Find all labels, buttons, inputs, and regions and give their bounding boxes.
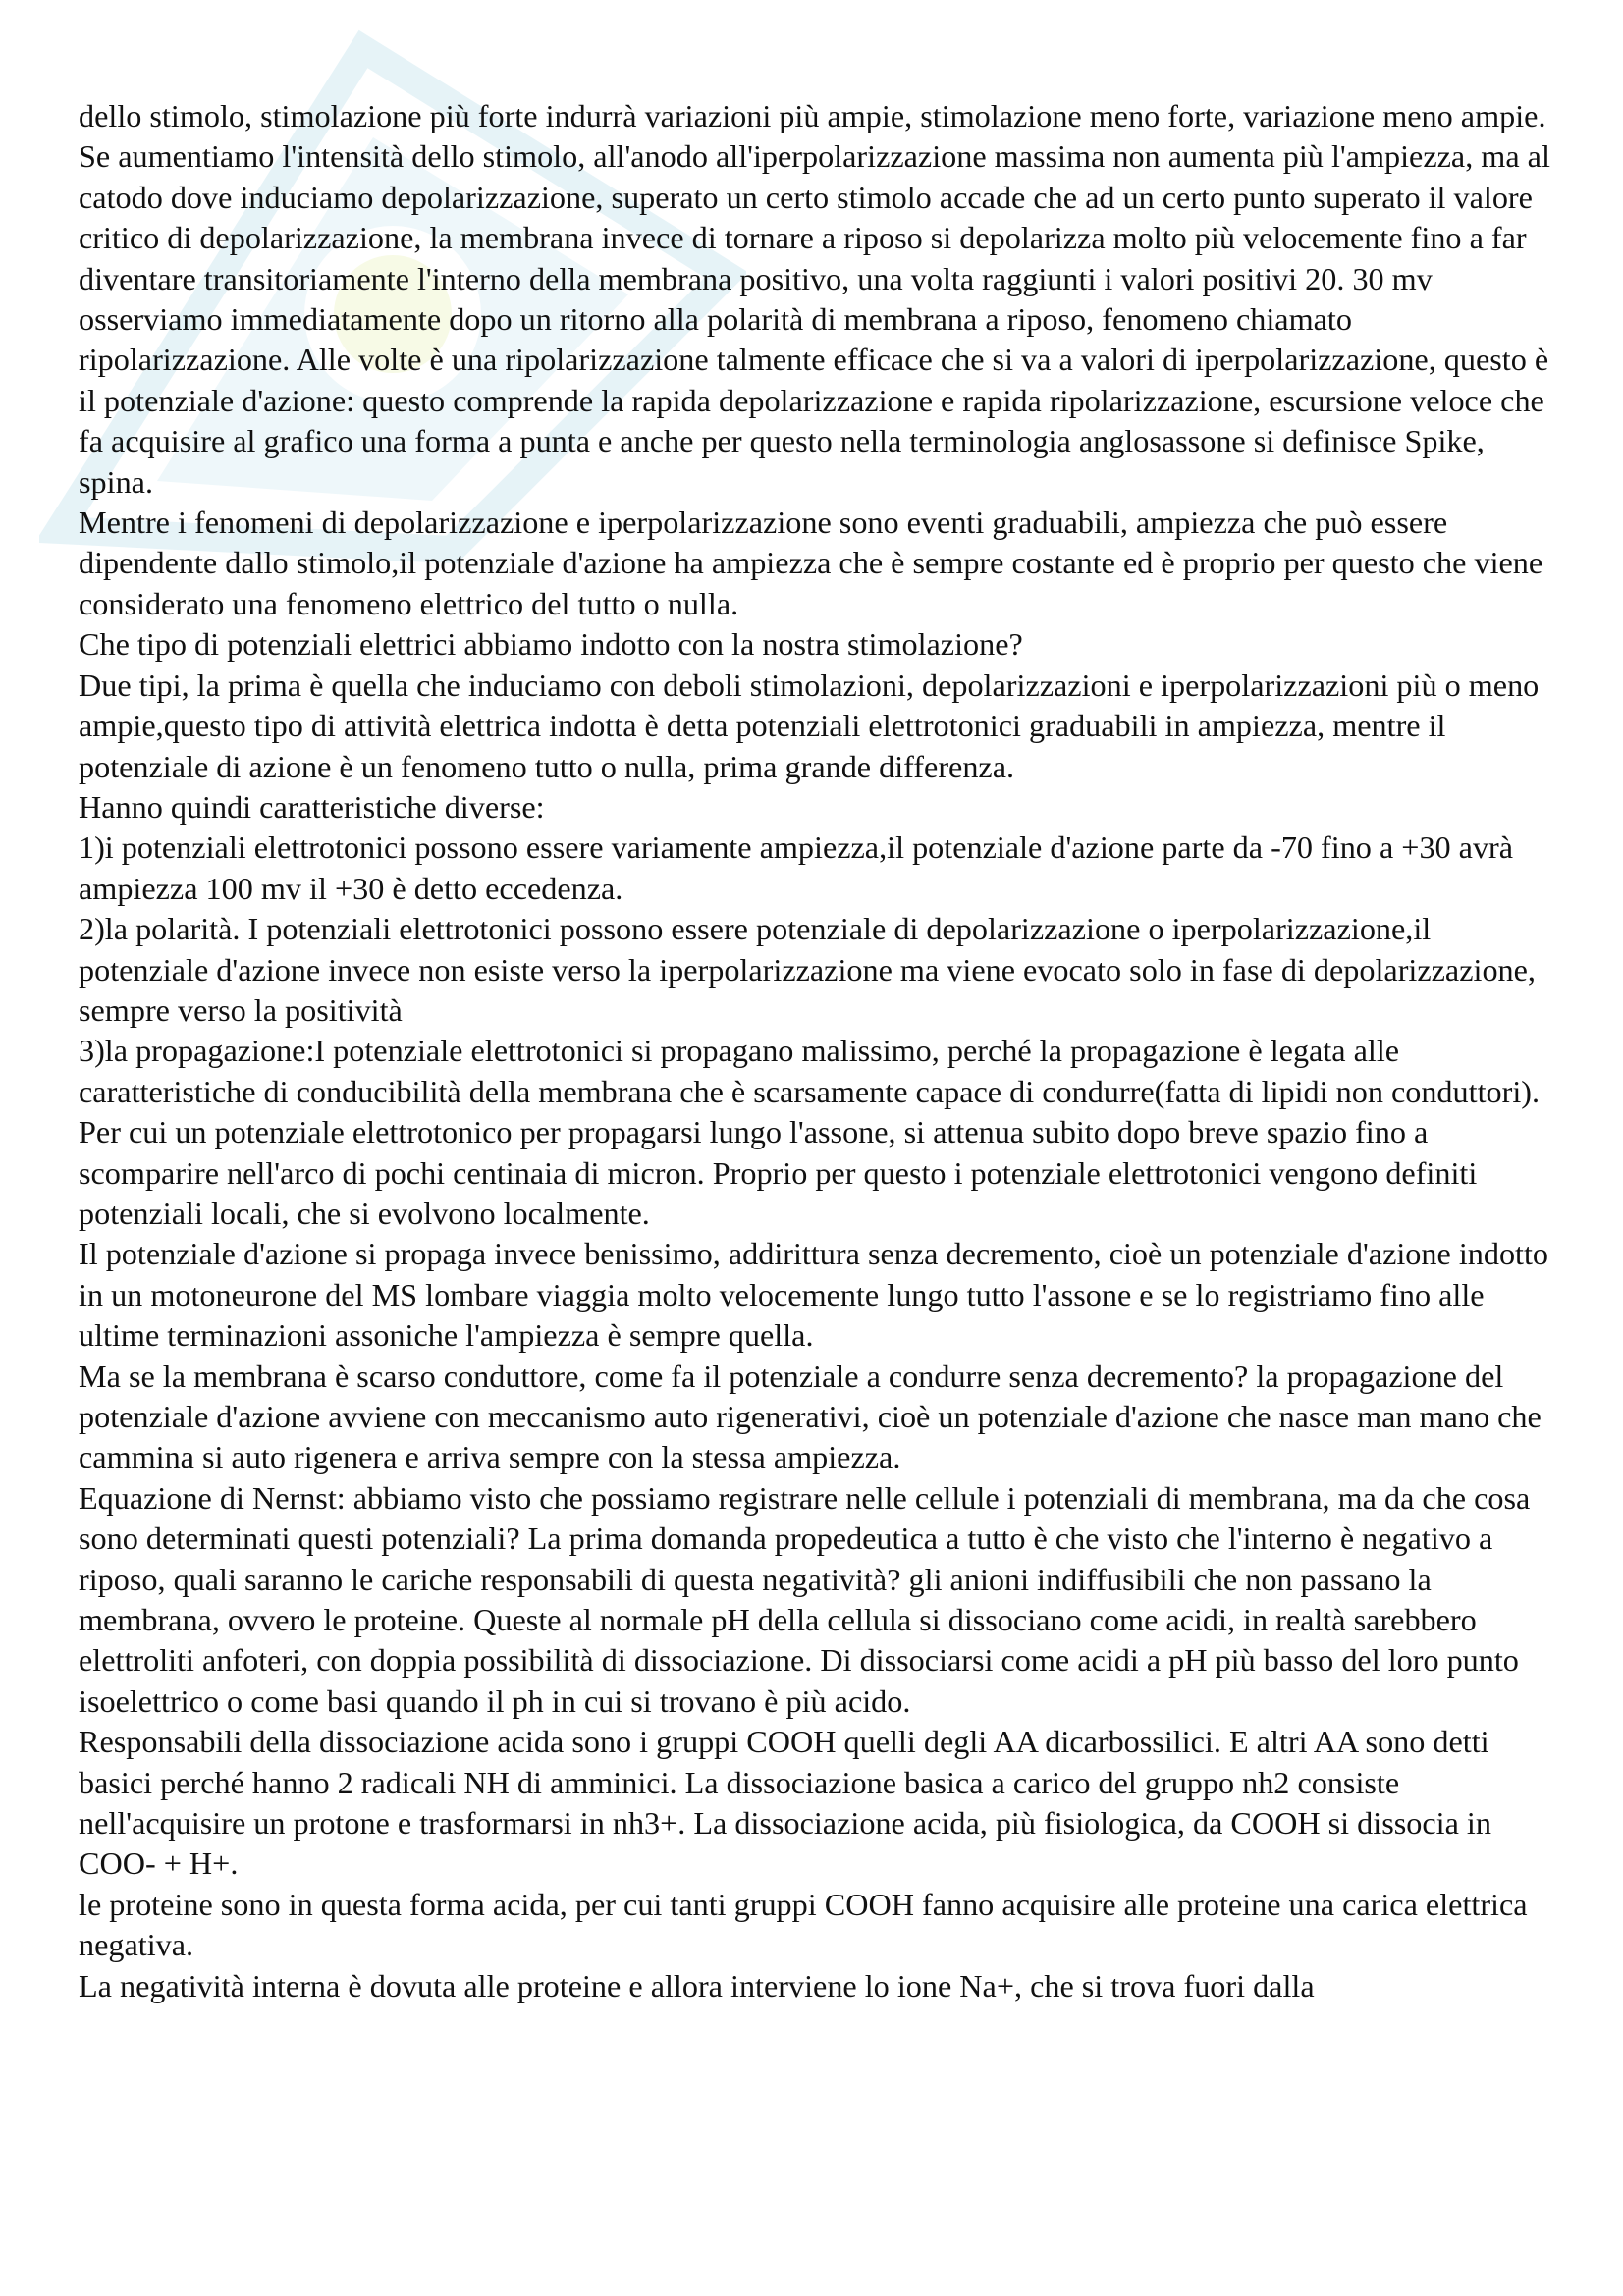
paragraph-5: Due tipi, la prima è quella che induciamo con deboli stimolazioni, depolarizzazioni e iperpolarizzazioni più o meno ampie,questo tipo di attività elettrica indotta è detta potenziali elettrotonici graduabili in ampiezza, mentre il potenziale di azione è un fenomeno tutto o nulla, prima grande differenza. — [79, 667, 1540, 784]
paragraph-11: Ma se la membrana è scarso conduttore, come fa il potenziale a condurre senza decremento? la propagazione del potenziale d'azione avviene con meccanismo auto rigenerativi, cioè un potenziale d'azione che nasce man mano che cammina si auto rigenera e arriva sempre con la stessa ampiezza. — [79, 1358, 1542, 1475]
paragraph-1: dello stimolo, stimolazione più forte indurrà variazioni più ampie, stimolazione meno forte, variazione meno ampie. — [79, 98, 1546, 133]
paragraph-15: La negatività interna è dovuta alle proteine e allora interviene lo ione Na+, che si trova fuori dalla — [79, 1967, 1315, 2003]
paragraph-10: Il potenziale d'azione si propaga invece benissimo, addirittura senza decremento, cioè un potenziale d'azione indotto in un motoneurone del MS lombare viaggia molto velocemente lungo tutto l'assone e se lo registriamo fino alle ultime terminazioni assoniche l'ampiezza è sempre quella. — [79, 1236, 1549, 1354]
paragraph-6: Hanno quindi caratteristiche diverse: — [79, 788, 545, 825]
paragraph-9: 3)la propagazione:I potenziale elettrotonici si propagano malissimo, perché la propagazione è legata alle caratteristiche di conducibilità della membrana che è scarsamente capace di condurre(fatta di lipidi non conduttori). Per cui un potenziale elettrotonico per propagarsi lungo l'assone, si attenua subito dopo breve spazio fino a scomparire nell'arco di pochi centinaia di micron. Proprio per questo i potenziale elettrotonici vengono definiti potenziali locali, che si evolvono localmente. — [79, 1033, 1541, 1231]
paragraph-13: Responsabili della dissociazione acida sono i gruppi COOH quelli degli AA dicarbossilici. E altri AA sono detti basici perché hanno 2 radicali NH di amminici. La dissociazione basica a carico del gruppo nh2 consiste nell'acquisire un protone e trasformarsi in nh3+. La dissociazione acida, più fisiologica, da COOH si dissocia in COO- + H+. — [79, 1724, 1491, 1882]
paragraph-3: Mentre i fenomeni di depolarizzazione e iperpolarizzazione sono eventi graduabili, ampiezza che può essere dipendente dallo stimolo,il potenziale d'azione ha ampiezza che è sempre costante ed è proprio per questo che viene considerato una fenomeno elettrico del tutto o nulla. — [79, 505, 1543, 621]
document-page — [79, 96, 1561, 2006]
paragraph-12: Equazione di Nernst: abbiamo visto che possiamo registrare nelle cellule i potenziali di membrana, ma da che cosa sono determinati questi potenziali? La prima domanda propedeutica a tutto è che visto che l'interno è negativo a riposo, quali saranno le cariche responsabili di questa negatività? gli anioni indiffusibili che non passano la membrana, ovvero le proteine. Queste al normale pH della cellula si dissociano come acidi, in realtà sarebbero elettroliti anfoteri, con doppia possibilità di dissociazione. Di dissociarsi come acidi a pH più basso del loro punto isoelettrico o come basi quando il ph in cui si trovano è più acido. — [79, 1479, 1531, 1719]
paragraph-2: Se aumentiamo l'intensità dello stimolo, all'anodo all'iperpolarizzazione massima non aumenta più l'ampiezza, ma al catodo dove induciamo depolarizzazione, superato un certo stimolo accade che ad un certo punto superato il valore critico di depolarizzazione, la membrana invece di tornare a riposo si depolarizza molto più velocemente fino a far diventare transitoriamente l'interno della membrana positivo, una volta raggiunti i valori positivi 20. 30 mv osserviamo immediatamente dopo un ritorno alla polarità di membrana a riposo, fenomeno chiamato ripolarizzazione. Alle volte è una ripolarizzazione talmente efficace che si va a valori di iperpolarizzazione, questo è il potenziale d'azione: questo comprende la rapida depolarizzazione e rapida ripolarizzazione, escursione veloce che fa acquisire al grafico una forma a punta e anche per questo nella terminologia anglosassone si definisce Spike, spina. — [79, 138, 1550, 500]
paragraph-7: 1)i potenziali elettrotonici possono essere variamente ampiezza,il potenziale d'azione parte da -70 fino a +30 avrà ampiezza 100 mv il +30 è detto eccedenza. — [79, 829, 1514, 906]
paragraph-14: le proteine sono in questa forma acida, per cui tanti gruppi COOH fanno acquisire alle proteine una carica elettrica negativa. — [79, 1886, 1528, 1963]
paragraph-4: Che tipo di potenziali elettrici abbiamo indotto con la nostra stimolazione? — [79, 626, 1023, 663]
paragraph-8: 2)la polarità. I potenziali elettrotonici possono essere potenziale di depolarizzazione o iperpolarizzazione,il potenziale d'azione invece non esiste verso la iperpolarizzazione ma viene evocato solo in fase di depolarizzazione, sempre verso la positività — [79, 911, 1536, 1028]
